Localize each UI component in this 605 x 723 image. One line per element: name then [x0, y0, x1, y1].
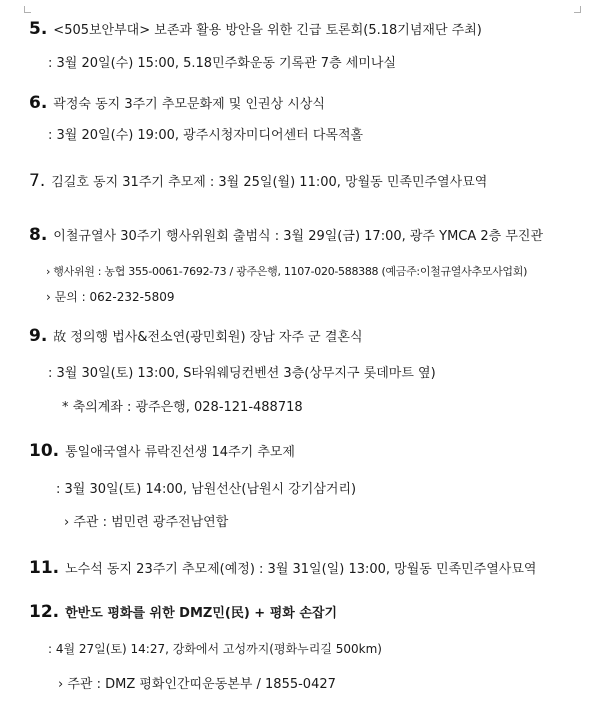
item-title: 곽정숙 동지 3주기 추모문화제 및 인권상 시상식 — [53, 97, 325, 112]
item-number: 12. — [29, 602, 60, 622]
item-detail: : 3월 20일(수) 19:00, 광주시청자미디어센터 다목적홀 — [48, 128, 364, 143]
item-detail: › 행사위원 : 농협 355-0061-7692-73 / 광주은행, 1107-020-588388 (예금주:이철규열사추모사업회) — [46, 265, 528, 278]
item-number: 5. — [29, 19, 48, 39]
item-number: 6. — [29, 93, 48, 113]
item-title: 이철규열사 30주기 행사위원회 출범식 : 3월 29일(금) 17:00, 광주 YMCA 2층 무진관 — [53, 229, 544, 244]
event-item-12 — [29, 602, 337, 622]
page-corner-mark — [24, 6, 31, 13]
item-title: 故 정의행 법사&전소연(광민회원) 장남 자주 군 결혼식 — [53, 330, 363, 345]
item-title: 통일애국열사 류락진선생 14주기 추모제 — [65, 445, 295, 460]
event-item-8 — [29, 225, 543, 245]
item-number: 11. — [29, 558, 60, 578]
event-item-6 — [29, 93, 325, 113]
item-detail: › 주관 : DMZ 평화인간띠운동본부 / 1855-0427 — [58, 677, 336, 692]
item-detail: : 3월 20일(수) 15:00, 5.18민주화운동 기록관 7층 세미나실 — [48, 56, 397, 71]
event-item-7 — [29, 171, 487, 191]
item-title: <505보안부대> 보존과 활용 방안을 위한 긴급 토론회(5.18기념재단 주최) — [53, 23, 482, 38]
item-number: 10. — [29, 441, 60, 461]
item-detail: : 4월 27일(토) 14:27, 강화에서 고성까지(평화누리길 500km) — [48, 642, 382, 656]
item-detail: › 문의 : 062-232-5809 — [46, 290, 175, 304]
event-item-5 — [29, 19, 482, 39]
item-detail: * 축의계좌 : 광주은행, 028-121-488718 — [62, 400, 303, 415]
event-item-9 — [29, 326, 363, 346]
event-item-11 — [29, 558, 536, 578]
item-number: 9. — [29, 326, 48, 346]
item-title: 노수석 동지 23주기 추모제(예정) : 3월 31일(일) 13:00, 망월동 민족민주열사묘역 — [65, 562, 537, 577]
item-detail: › 주관 : 범민련 광주전남연합 — [64, 515, 229, 530]
item-number: 7. — [29, 171, 46, 191]
item-detail: : 3월 30일(토) 14:00, 남원선산(남원시 강기삼거리) — [56, 482, 357, 497]
item-title: 김길호 동지 31주기 추모제 : 3월 25일(월) 11:00, 망월동 민족민주열사묘역 — [51, 175, 488, 190]
event-item-10 — [29, 441, 295, 461]
item-number: 8. — [29, 225, 48, 245]
item-detail: : 3월 30일(토) 13:00, S타워웨딩컨벤션 3층(상무지구 롯데마트 옆) — [48, 366, 436, 381]
item-title: 한반도 평화를 위한 DMZ민(民) + 평화 손잡기 — [65, 606, 338, 621]
page-corner-mark — [574, 6, 581, 13]
